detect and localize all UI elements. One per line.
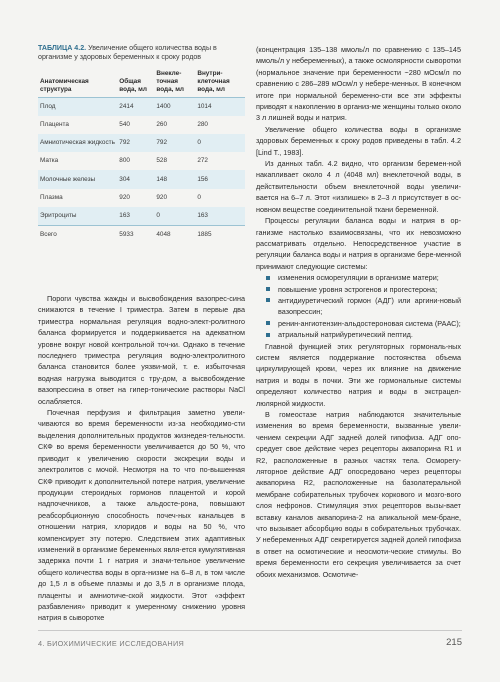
square-bullet-icon xyxy=(266,276,270,280)
row-label: Плазма xyxy=(40,193,63,201)
cell-extracellular: 528 xyxy=(156,157,168,165)
paragraph: Главной функцией этих регуляторных гормональ-ных систем является поддержание постоянства объема циркулирующей крови, через их влияние на движение натрия и воды в почки. Эти же гормональные системы определяют количество натрия и воды в экстрацел-люлярной жидкости. xyxy=(256,341,461,408)
table-row xyxy=(38,116,245,134)
row-label: Молочные железы xyxy=(38,170,117,188)
table-title: Увеличение общего количества воды в организме у здоровых беременных к сроку родов xyxy=(38,44,217,62)
left-column-text xyxy=(38,293,245,624)
row-label: Плод xyxy=(38,97,117,116)
row-label: Матка xyxy=(40,157,59,165)
paragraph: В гомеостазе натрия наблюдаются значительные изменения во время беременности, вызванные увели-чением секреции АДГ задней долей гипофиза. АДГ опо-средует свое действие через рецепторы аквапорина R1 и R2, расположенные в разных частях тела. Осморегу-ляторное действие АДГ опосредовано через рецепторы аквапорина R2, расположенные на базолатеральной мембране собирательных трубочек коркового и мозго-вого слоя нефронов. Стимуляция этих рецепторов вызы-вает вставку каналов аквапорина-2 на апикальной мем-бране, что вызывает абсорбцию воды в собирательных трубочках. У небеременных АДГ секретируется задней долей гипофиза в ответ на осмотические и неосмоти-ческие стимулы. Во время беременности его секреция увеличивается за счет обоих механизмов. Осмотиче- xyxy=(256,410,461,579)
paragraph: Из данных табл. 4.2 видно, что организм беремен-ной накапливает около 4 л (4048 мл) внеклеточной воды, в действительности объем внеклеточной воды увеличи-вается на 6–7 л. Этот «излишек» в 2–3 л присутствует в ос-новном веществе соединительной ткани беременной. xyxy=(256,159,461,214)
table-row xyxy=(38,134,245,152)
list-item-text: атриальный натрийуретический пептид. xyxy=(278,330,413,340)
list-item xyxy=(256,272,461,283)
row-label: Всего xyxy=(38,225,117,244)
cell-intracellular: 0 xyxy=(197,193,201,201)
bullet-list xyxy=(256,272,461,340)
table-row xyxy=(38,97,245,116)
header-total-water: Общая вода, мл xyxy=(117,70,154,98)
paragraph: Пороги чувства жажды и высвобождения вазопрес-сина снижаются в течение I триместра. Затем в первые два триместра нормальная регуляция водно-элект-ролитного баланса формируется и поддерживается на адекватном уровне вокруг новой контрольной точ-ки. Однако в течение последнего триместра регуляция водно-электролитного баланса становится более уязви-мой, т. е. избыточная водная нагрузка выводится с тру-дом, а высвобождение вазопрессина в ответ на гипер-тонические растворы NaCl ослабляется. xyxy=(38,294,245,406)
cell-total: 920 xyxy=(119,193,130,201)
cell-total: 2414 xyxy=(117,97,154,116)
cell-total: 800 xyxy=(119,157,130,165)
paragraph: Процессы регуляции баланса воды и натрия в ор-ганизме настолько взаимосвязаны, что их невозможно рассматривать отдельно. Непосредственное участие в регуляции баланса воды и натрия в организме бере-менной принимают следующие системы: xyxy=(256,216,461,271)
cell-intracellular: 163 xyxy=(195,207,245,226)
cell-total: 304 xyxy=(117,170,154,188)
row-label: Плацента xyxy=(40,121,69,129)
paragraph: Увеличение общего количества воды в организме здоровых беременных к сроку родов приведены в табл. 4.2 [Lind T., 1983]. xyxy=(256,124,461,157)
cell-extracellular: 260 xyxy=(156,121,168,129)
cell-extracellular: 792 xyxy=(154,134,195,152)
cell-intracellular: 280 xyxy=(197,121,208,129)
cell-intracellular: 156 xyxy=(195,170,245,188)
cell-intracellular: 1014 xyxy=(195,97,245,116)
header-extracellular-water: Внекле-точная вода, мл xyxy=(154,70,195,98)
cell-total: 540 xyxy=(119,121,130,129)
header-structure: Анатомическая структура xyxy=(38,70,117,98)
square-bullet-icon xyxy=(266,321,270,325)
header-intracellular-water: Внутри-клеточная вода, мл xyxy=(195,70,245,98)
list-item-text: изменения осморегуляции в организме матери; xyxy=(278,273,439,283)
square-bullet-icon xyxy=(266,287,270,291)
list-item xyxy=(256,295,461,318)
table-row xyxy=(38,207,245,226)
water-volume-table xyxy=(38,70,245,245)
table-total-row xyxy=(38,225,245,244)
cell-intracellular: 1885 xyxy=(195,225,245,244)
table-row xyxy=(38,189,245,207)
cell-total: 163 xyxy=(117,207,154,226)
cell-total: 5933 xyxy=(117,225,154,244)
list-item-text: антидиуретический гормон (АДГ) или аргини-новый вазопрессин; xyxy=(278,295,461,317)
table-caption xyxy=(38,44,245,63)
table-row xyxy=(38,152,245,170)
list-item-text: ренин-ангиотензин-альдостероновая система (РААС); xyxy=(278,318,461,328)
paragraph: Почечная перфузия и фильтрация заметно увели-чиваются во время беременности из-за необходимо-сти выделения дополнительных продуктов жизнедея-тельности. СКФ во время беременности увеличивается до 50 %, что приводит к увеличению скорости экскреции воды и электролитов с мочой. Несмотря на то что по-вышенная СКФ приводит к дополнительной потере натрия, увеличение продукции стероидных гормонов плацентой и корой надпочечников, а также альдосте-рона, повышают реабсорбционную способность почеч-ных канальцев в отношении натрия, хлоридов и воды на 50 %, что компенсирует эту потерю. Следствием этих адаптивных изменений в организме беременных явля-ется кумулятивная задержка почти 1 г натрия и значи-тельное увеличение общего количества воды в орга-низме на 6–8 л, в том числе до 1,5 л в объеме плазмы и до 3,5 л в организме плода, плаценты и амниотиче-ской жидкости. Этот «эффект разбавления» приводит к умеренному снижению уровня натрия в сыворотке xyxy=(38,408,245,623)
cell-extracellular: 1400 xyxy=(154,97,195,116)
cell-extracellular: 0 xyxy=(154,207,195,226)
cell-intracellular: 0 xyxy=(195,134,245,152)
footer-section-title: 4. БИОХИМИЧЕСКИЕ ИССЛЕДОВАНИЯ xyxy=(38,639,185,648)
cell-total: 792 xyxy=(117,134,154,152)
list-item-text: повышение уровня эстрогенов и прогестерона; xyxy=(278,284,438,294)
paragraph: (концентрация 135–138 ммоль/л по сравнению с 135–145 ммоль/л у небеременных), а также осмолярности сыворотки (нормальное значение при беременности ~280 мОсм/л по сравнению с 286–289 мОсм/л у небере-менных. В конечном итоге при нормальной беременно-сти все эти эффекты приводят к накоплению в организ-ме женщины только около 3 л лишней воды и натрия. xyxy=(256,45,461,123)
right-column-text xyxy=(256,44,461,580)
page-number: 215 xyxy=(446,637,462,648)
square-bullet-icon xyxy=(266,333,270,337)
list-item xyxy=(256,329,461,340)
cell-intracellular: 272 xyxy=(197,157,208,165)
list-item xyxy=(256,318,461,329)
cell-extracellular: 148 xyxy=(154,170,195,188)
table-header-row xyxy=(38,70,245,98)
list-item xyxy=(256,284,461,295)
table-label: ТАБЛИЦА 4.2. xyxy=(38,44,87,52)
row-label: Эритроциты xyxy=(38,207,117,226)
cell-extracellular: 4048 xyxy=(154,225,195,244)
row-label: Амниотическая жидкость xyxy=(38,134,117,152)
square-bullet-icon xyxy=(266,298,270,302)
table-row xyxy=(38,170,245,188)
cell-extracellular: 920 xyxy=(156,193,168,201)
footer-divider xyxy=(38,630,462,631)
table-block xyxy=(38,44,245,244)
